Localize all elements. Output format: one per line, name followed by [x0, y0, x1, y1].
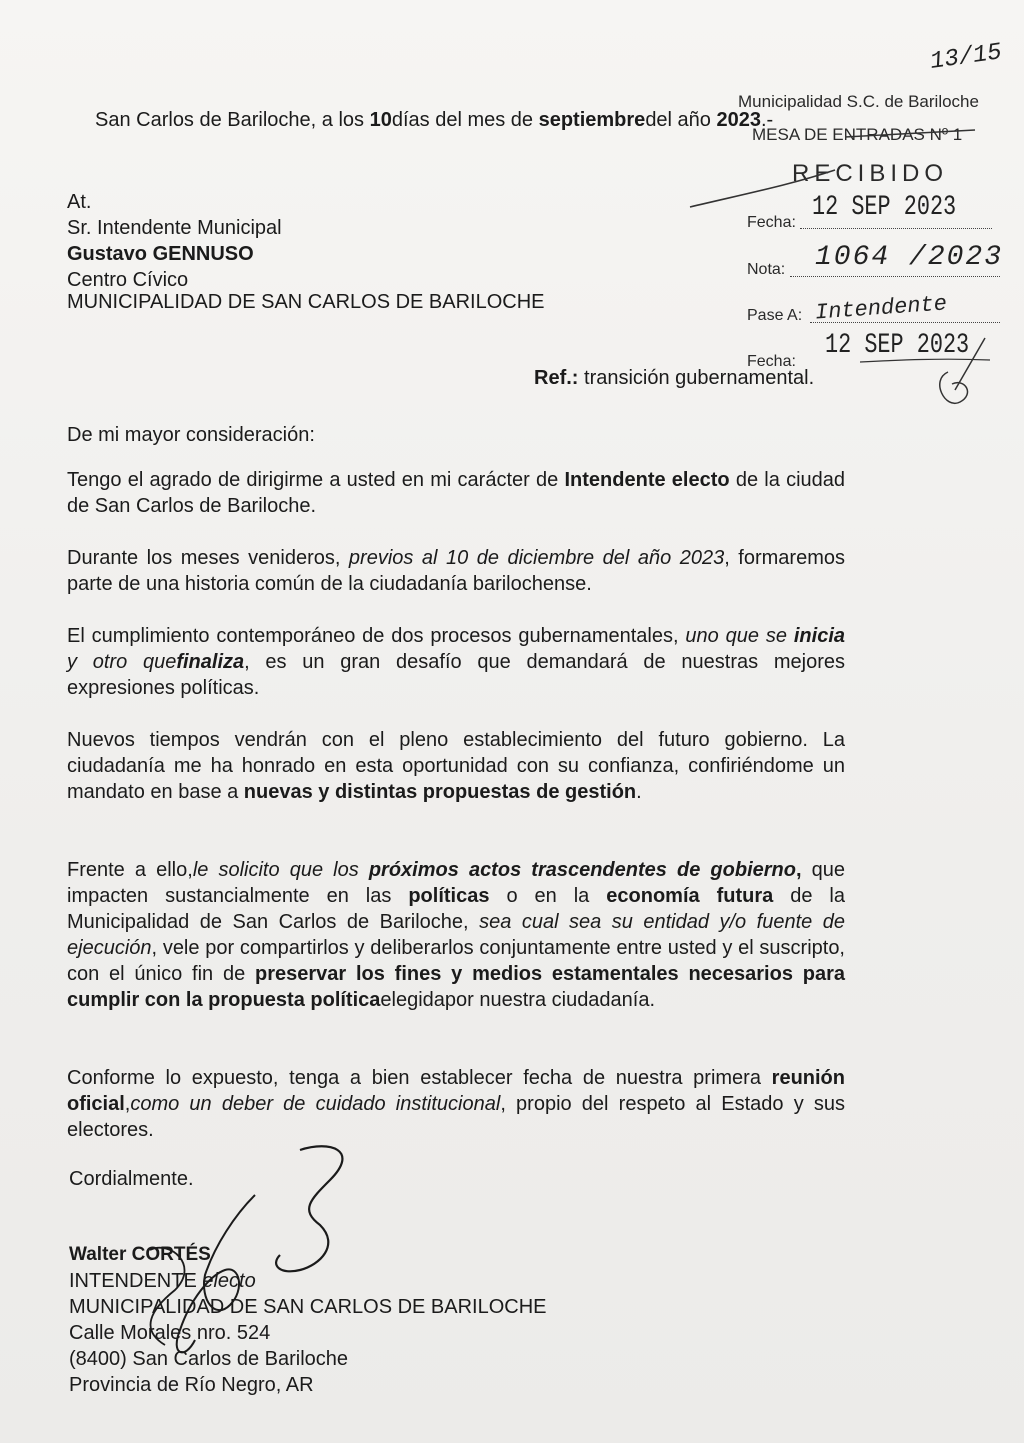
signer-city: (8400) San Carlos de Bariloche: [69, 1348, 349, 1370]
signer-org: MUNICIPALIDAD DE SAN CARLOS DE BARILOCHE: [69, 1296, 547, 1318]
reference-line: Ref.: transición gubernamental.: [534, 367, 815, 389]
signer-province: Provincia de Río Negro, AR: [69, 1374, 314, 1396]
stamp-institution: Municipalidad S.C. de Bariloche: [738, 92, 979, 111]
paragraph-1: Tengo el agrado de dirigirme a usted en mi carácter de Intendente electo de la ciudad de San Carlos de Bariloche.: [67, 469, 846, 517]
signer-role: INTENDENTE electo: [69, 1270, 256, 1292]
recipient-org: MUNICIPALIDAD DE SAN CARLOS DE BARILOCHE: [67, 291, 545, 313]
signer-name: Walter CORTÉS: [69, 1244, 211, 1265]
greeting: De mi mayor consideración:: [67, 424, 315, 446]
stamp-pase-value: Intendente: [814, 291, 948, 326]
letter-date-line: San Carlos de Bariloche, a los 10días del mes de septiembredel año 2023.-: [95, 109, 774, 131]
stamp-status: RECIBIDO: [792, 160, 949, 187]
stamp-fecha2-value: 12 SEP 2023: [825, 330, 970, 361]
paragraph-2: Durante los meses venideros, previos al 10 de diciembre del año 2023, formaremos parte de una historia común de la ciudadanía barilochense.: [67, 547, 845, 595]
recipient-at: At.: [67, 191, 92, 213]
stamp-fecha-value: 12 SEP 2023: [812, 192, 957, 223]
signature-loop: [177, 1195, 255, 1352]
stamp-pase-label: Pase A:: [747, 307, 803, 324]
signature-stroke: [276, 1146, 342, 1271]
folio-number: 13/15: [928, 39, 1004, 76]
paragraph-3: El cumplimiento contemporáneo de dos procesos gubernamentales, uno que se inicia y otro quefinaliza, es un gran desafío que demandará de nuestras mejores expresiones políticas.: [67, 625, 846, 699]
stamp-initials: [940, 338, 985, 403]
signer-address: Calle Morales nro. 524: [69, 1322, 271, 1344]
paragraph-6: Conforme lo expuesto, tenga a bien establecer fecha de nuestra primera reunión oficial,como un deber de cuidado institucional, propio del respeto al Estado y sus electores.: [67, 1067, 845, 1141]
stamp-underline: [860, 359, 990, 362]
recipient-title: Sr. Intendente Municipal: [67, 217, 282, 239]
paragraph-4: Nuevos tiempos vendrán con el pleno establecimiento del futuro gobierno. La ciudadanía me ha honrado en esta oportunidad con su confianza, confiriéndome un mandato en base a nuevas y distintas propuestas de gestión.: [67, 729, 845, 803]
closing: Cordialmente.: [69, 1168, 194, 1190]
stamp-stroke: [690, 170, 835, 207]
stamp-nota-label: Nota:: [747, 261, 786, 278]
paragraph-5: Frente a ello,le solicito que los próximos actos trascendentes de gobierno, que impacten sustancialmente en las políticas o en la economía futura de la Municipalidad de San Carlos de Bariloche, sea cual sea su entidad y/o fuente de ejecución, vele por compartirlos y deliberarlos conjuntamente entre usted y el suscripto, con el único fin de preservar los fines y medios estamentales necesarios para cumplir con la propuesta políticaelegidapor nuestra ciudadanía.: [67, 859, 846, 1011]
stamp-strike: [845, 130, 975, 137]
stamp-nota-value: 1064 /2023: [815, 242, 1004, 273]
stamp-office: MESA DE ENTRADAS Nº 1: [752, 125, 963, 144]
stamp-fecha2-label: Fecha:: [747, 353, 796, 370]
stamp-fecha-label: Fecha:: [747, 214, 796, 231]
recipient-place: Centro Cívico: [67, 269, 189, 291]
recipient-name: Gustavo GENNUSO: [67, 243, 254, 265]
